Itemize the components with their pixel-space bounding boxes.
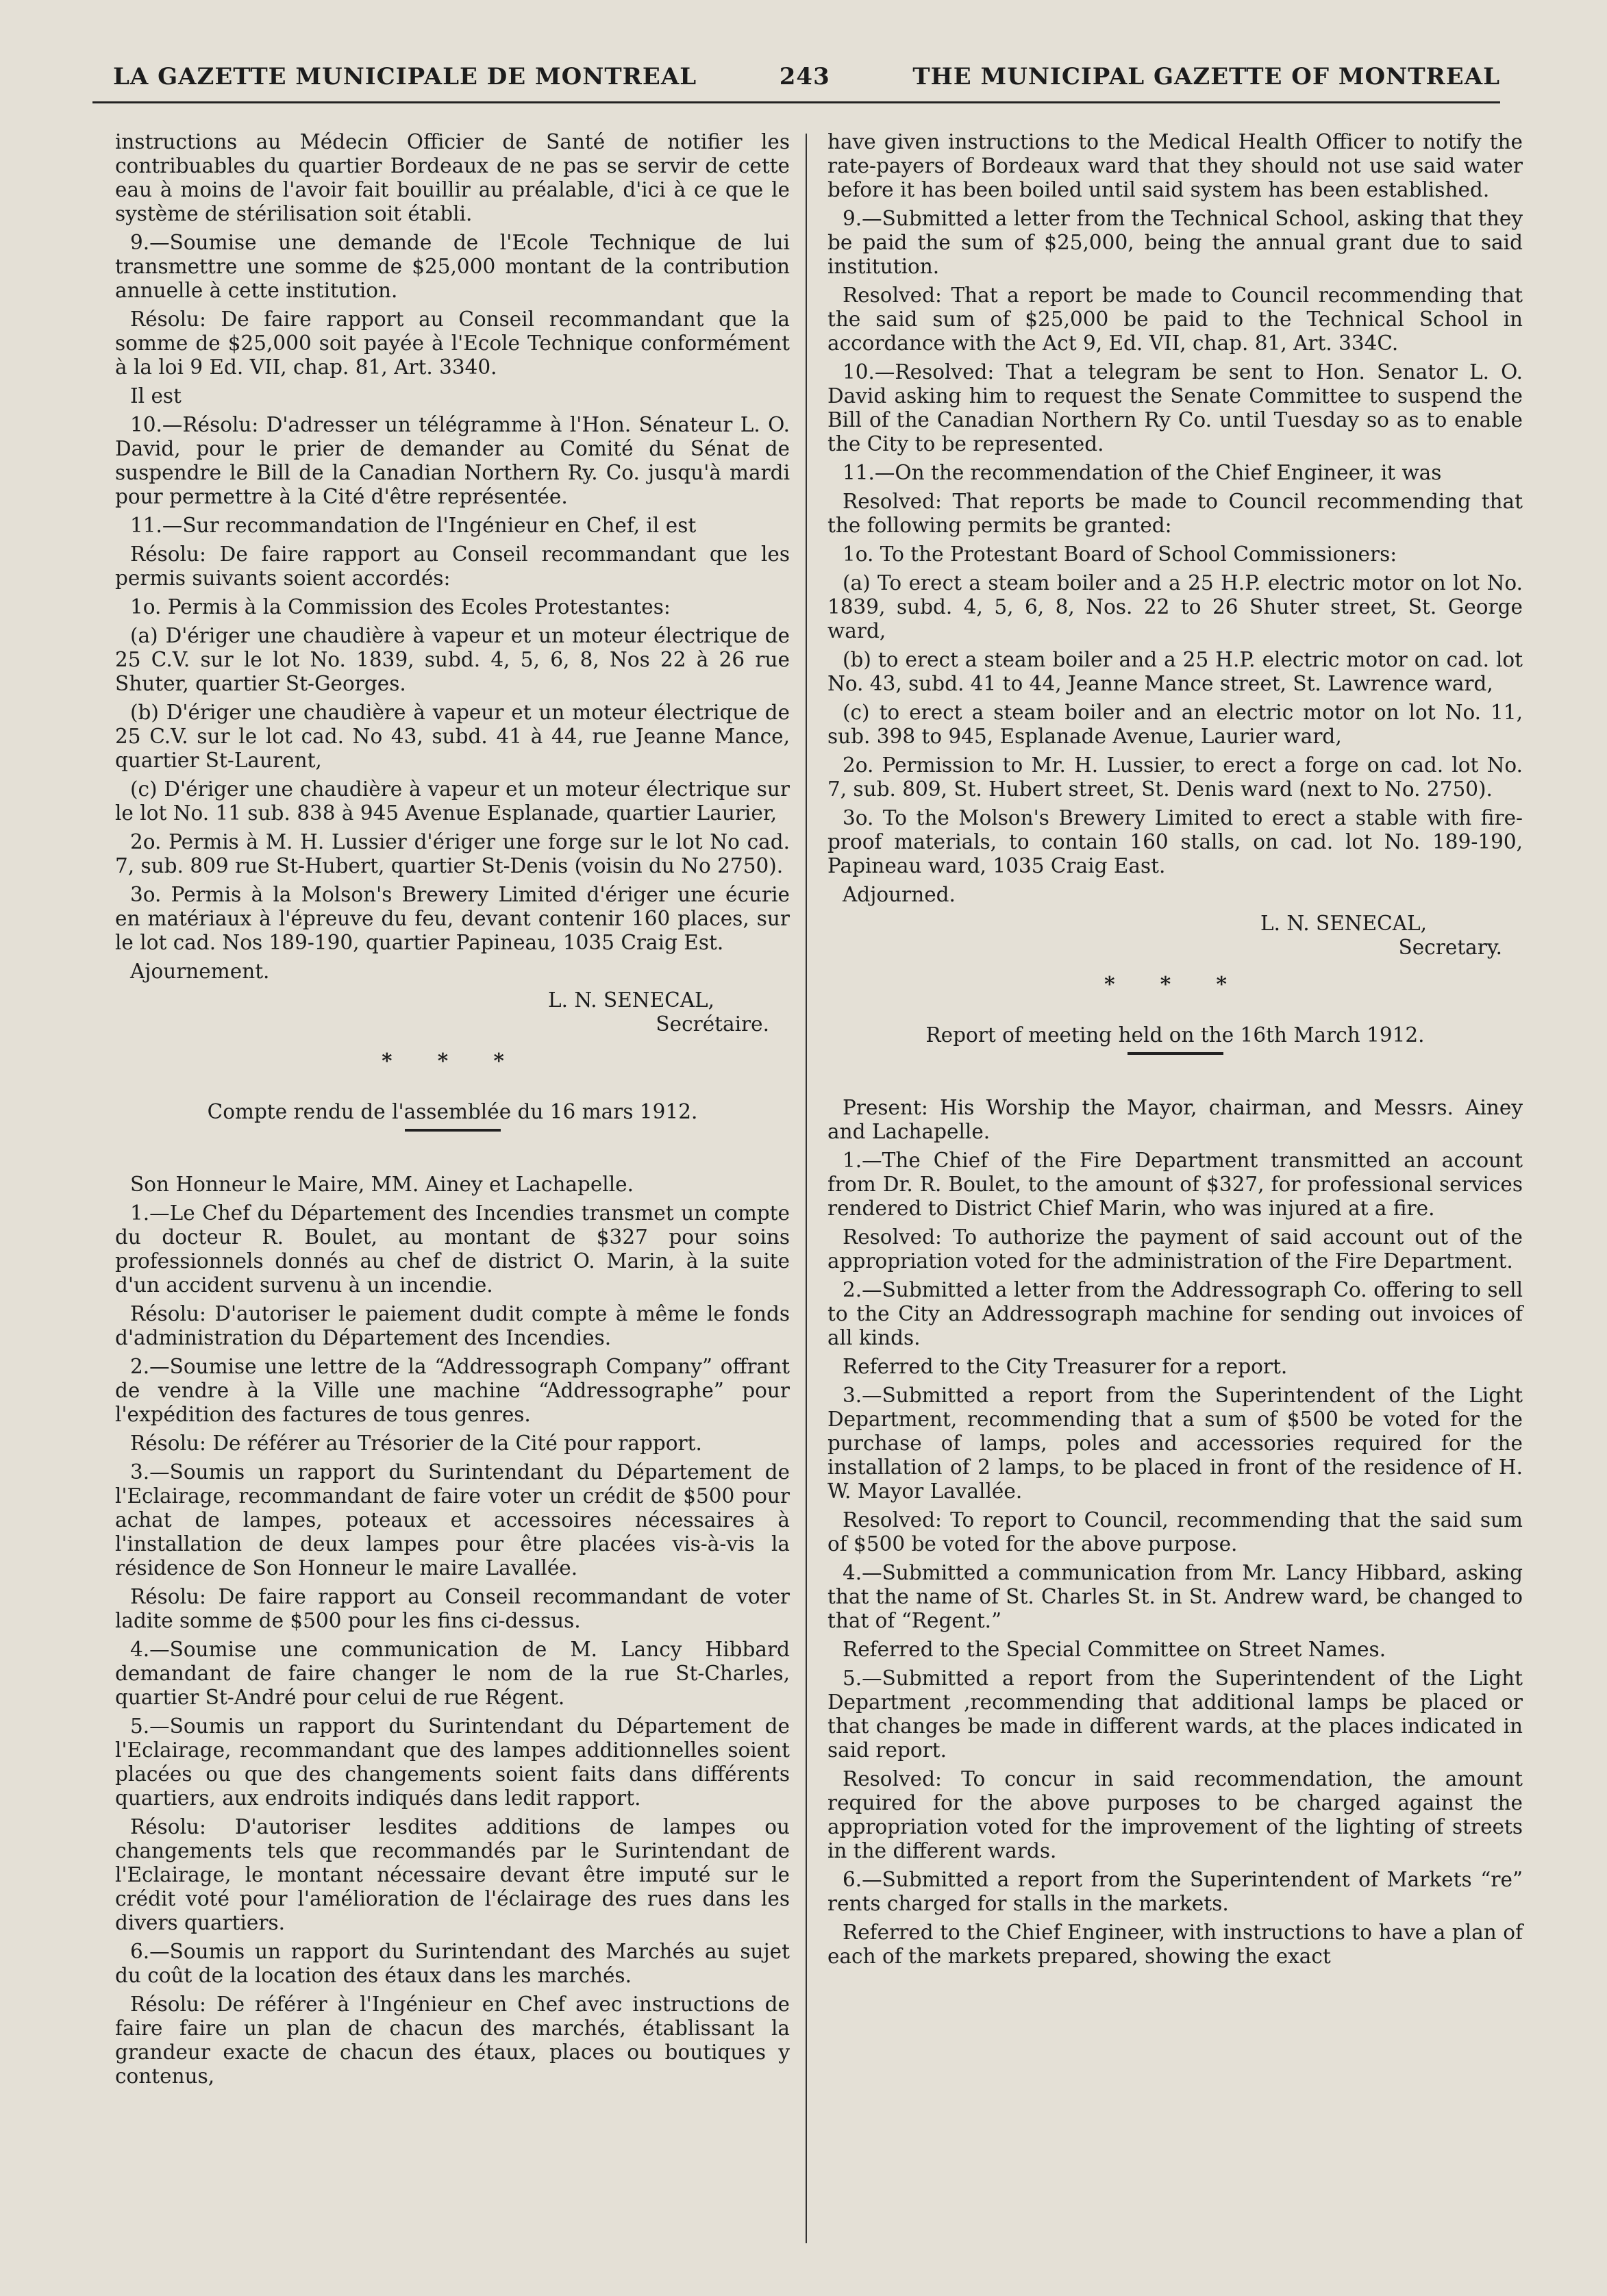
paragraph: Résolu: De faire rapport au Conseil recommandant de voter ladite somme de $500 pour les fins ci-dessus.	[115, 1585, 790, 1632]
english-column	[827, 130, 1523, 1973]
paragraph: Resolved: That a report be made to Council recommending that the said sum of $25,000 be paid to the Technical School in accordance with the Act 9, Ed. VII, chap. 81, Art. 334C.	[827, 284, 1523, 355]
paragraph: 6.—Soumis un rapport du Surintendant des Marchés au sujet du coût de la location des étaux dans les marchés.	[115, 1940, 790, 1987]
paragraph: 1.—The Chief of the Fire Department transmitted an account from Dr. R. Boulet, to the amount of $327, for professional services rendered to District Chief Marin, who was injured at a fire.	[827, 1149, 1523, 1220]
paragraph: Résolu: De référer à l'Ingénieur en Chef avec instructions de faire faire un plan de chacun des marchés, établissant la grandeur exacte de chacun des étaux, places ou boutiques y contenus,	[115, 1993, 790, 2088]
paragraph: 2o. Permis à M. H. Lussier d'ériger une forge sur le lot No cad. 7, sub. 809 rue St-Hubert, quartier St-Denis (voisin du No 2750).	[115, 830, 790, 877]
paragraph: (a) D'ériger une chaudière à vapeur et un moteur électrique de 25 C.V. sur le lot No. 1839, subd. 4, 5, 6, 8, Nos 22 à 26 rue Shuter, quartier St-Georges.	[115, 624, 790, 695]
paragraph: Resolved: That reports be made to Council recommending that the following permits be granted:	[827, 490, 1523, 537]
paragraph: Résolu: De faire rapport au Conseil recommandant que les permis suivants soient accordés:	[115, 542, 790, 590]
paragraph: 3.—Submitted a report from the Superintendent of the Light Department, recommending that a sum of $500 be voted for the purchase of lamps, poles and accessories required for the installation of 2 lamps, to be placed in front of the residence of H. W. Mayor Lavallée.	[827, 1384, 1523, 1503]
paragraph: (c) to erect a steam boiler and an electric motor on lot No. 11, sub. 398 to 945, Esplanade Avenue, Laurier ward,	[827, 701, 1523, 748]
paragraph: 5.—Soumis un rapport du Surintendant du Département de l'Eclairage, recommandant que des lampes additionnelles soient placées ou que des changements soient faits dans différents quartiers, aux endroits indiqués dans ledit rapport.	[115, 1714, 790, 1810]
header-rule	[92, 101, 1500, 103]
paragraph: Résolu: De faire rapport au Conseil recommandant que la somme de $25,000 soit payée à l'Ecole Technique conformément à la loi 9 Ed. VII, chap. 81, Art. 3340.	[115, 308, 790, 379]
paragraph: 4.—Soumise une communication de M. Lancy Hibbard demandant de faire changer le nom de la rue St-Charles, quartier St-André pour celui de rue Régent.	[115, 1638, 790, 1709]
paragraph: 3.—Soumis un rapport du Surintendant du Département de l'Eclairage, recommandant de faire voter un crédit de $500 pour achat de lampes, poteaux et accessoires nécessaires à l'installation de deux lampes pour être placées vis-à-vis la résidence de Son Honneur le maire Lavallée.	[115, 1460, 790, 1580]
adjournment: Adjourned.	[843, 883, 956, 906]
paragraph: Resolved: To concur in said recommendation, the amount required for the above purposes to be charged against the appropriation voted for the improvement of the lighting of streets in the different wards.	[827, 1767, 1523, 1862]
signature-role: Secrétaire.	[656, 1012, 769, 1036]
paragraph: Resolved: To authorize the payment of said account out of the appropriation voted for the administration of the Fire Department.	[827, 1225, 1523, 1273]
paragraph: Present: His Worship the Mayor, chairman, and Messrs. Ainey and Lachapelle.	[827, 1096, 1523, 1143]
page-number: 243	[779, 63, 830, 90]
paragraph: Referred to the Chief Engineer, with instructions to have a plan of each of the markets prepared, showing the exact	[827, 1921, 1523, 1968]
paragraph: Resolved: To report to Council, recommending that the said sum of $500 be voted for the above purpose.	[827, 1508, 1523, 1556]
paragraph: Résolu: D'autoriser le paiement dudit compte à même le fonds d'administration du Département des Incendies.	[115, 1302, 790, 1349]
paragraph: 9.—Submitted a letter from the Technical School, asking that they be paid the sum of $25,000, being the annual grant due to said institution.	[827, 207, 1523, 278]
paragraph: have given instructions to the Medical Health Officer to notify the rate-payers of Bordeaux ward that they should not use said water before it has been boiled until said system has been established.	[827, 130, 1523, 201]
paragraph: 11.—Sur recommandation de l'Ingénieur en Chef, il est	[130, 514, 697, 537]
paragraph: 10.—Resolved: That a telegram be sent to Hon. Senator L. O. David asking him to request the Senate Committee to suspend the Bill of the Canadian Northern Ry Co. until Tuesday so as to enable the City to be represented.	[827, 360, 1523, 456]
paragraph: 2.—Soumise une lettre de la “Addressograph Company” offrant de vendre à la Ville une machine “Addressographe” pour l'expédition des factures de tous genres.	[115, 1355, 790, 1426]
paragraph: Referred to the Special Committee on Street Names.	[843, 1638, 1386, 1661]
report-title: Compte rendu de l'assemblée du 16 mars 1912.	[207, 1100, 698, 1123]
paragraph: 2o. Permission to Mr. H. Lussier, to erect a forge on cad. lot No. 7, sub. 809, St. Hubert street, St. Denis ward (next to No. 2750).	[827, 753, 1523, 801]
report-title: Report of meeting held on the 16th March 1912.	[925, 1023, 1425, 1047]
header-english-title: THE MUNICIPAL GAZETTE OF MONTREAL	[912, 63, 1500, 90]
signature-role: Secretary.	[1398, 936, 1502, 959]
paragraph: 6.—Submitted a report from the Superintendent of Markets “re” rents charged for stalls in the markets.	[827, 1868, 1523, 1915]
paragraph: 3o. To the Molson's Brewery Limited to erect a stable with fire-proof materials, to contain 160 stalls, on cad. lot No. 189-190, Papineau ward, 1035 Craig East.	[827, 806, 1523, 877]
paragraph: Il est	[130, 384, 182, 408]
french-column	[115, 130, 790, 2093]
header-french-title: LA GAZETTE MUNICIPALE DE MONTREAL	[113, 63, 697, 90]
paragraph: 9.—Soumise une demande de l'Ecole Technique de lui transmettre une somme de $25,000 montant de la contribution annuelle à cette institution.	[115, 231, 790, 302]
adjournment: Ajournement.	[130, 960, 270, 983]
paragraph: 11.—On the recommendation of the Chief Engineer, it was	[843, 461, 1442, 484]
paragraph: 5.—Submitted a report from the Superintendent of the Light Department ,recommending that additional lamps be placed or that changes be made in different wards, at the places indicated in said report.	[827, 1667, 1523, 1762]
paragraph: (a) To erect a steam boiler and a 25 H.P. electric motor on lot No. 1839, subd. 4, 5, 6, 8, Nos. 22 to 26 Shuter street, St. George ward,	[827, 571, 1523, 642]
signature-name: L. N. SENECAL,	[1260, 912, 1427, 935]
paragraph: 3o. Permis à la Molson's Brewery Limited d'ériger une écurie en matériaux à l'épreuve du feu, devant contenir 160 places, sur le lot cad. Nos 189-190, quartier Papineau, 1035 Craig Est.	[115, 883, 790, 954]
short-rule	[405, 1129, 501, 1132]
paragraph: (b) to erect a steam boiler and a 25 H.P. electric motor on cad. lot No. 43, subd. 41 to 44, Jeanne Mance street, St. Lawrence ward,	[827, 648, 1523, 695]
paragraph: Résolu: D'autoriser lesdites additions de lampes ou changements tels que recommandés par le Surintendant de l'Eclairage, le montant nécessaire devant être imputé sur le crédit voté pour l'amélioration de l'éclairage des rues dans les divers quartiers.	[115, 1815, 790, 1934]
paragraph: (b) D'ériger une chaudière à vapeur et un moteur électrique de 25 C.V. sur le lot cad. No 43, subd. 41 à 44, rue Jeanne Mance, quartier St-Laurent,	[115, 701, 790, 772]
paragraph: 1o. To the Protestant Board of School Commissioners:	[843, 542, 1397, 566]
signature-name: L. N. SENECAL,	[548, 988, 714, 1012]
section-separator-stars: * * *	[382, 1049, 523, 1073]
paragraph: Son Honneur le Maire, MM. Ainey et Lachapelle.	[130, 1173, 634, 1196]
paragraph: 1.—Le Chef du Département des Incendies transmet un compte du docteur R. Boulet, au montant de $327 pour soins professionnels donnés au chef de district O. Marin, à la suite d'un accident survenu à un incendie.	[115, 1201, 790, 1297]
paragraph: 4.—Submitted a communication from Mr. Lancy Hibbard, asking that the name of St. Charles St. in St. Andrew ward, be changed to that of “Regent.”	[827, 1561, 1523, 1632]
column-divider	[806, 134, 807, 2243]
page-header	[113, 63, 1500, 90]
paragraph: 2.—Submitted a letter from the Addressograph Co. offering to sell to the City an Addressograph machine for sending out invoices of all kinds.	[827, 1278, 1523, 1349]
paragraph: (c) D'ériger une chaudière à vapeur et un moteur électrique sur le lot No. 11 sub. 838 à 945 Avenue Esplanade, quartier Laurier,	[115, 777, 790, 825]
section-separator-stars: * * *	[1104, 972, 1246, 996]
paragraph: instructions au Médecin Officier de Santé de notifier les contribuables du quartier Bordeaux de ne pas se servir de cette eau à moins de l'avoir fait bouillir au préalable, d'ici à ce que le système de stérilisation soit établi.	[115, 130, 790, 225]
paragraph: Résolu: De référer au Trésorier de la Cité pour rapport.	[130, 1432, 702, 1455]
paragraph: 10.—Résolu: D'adresser un télégramme à l'Hon. Sénateur L. O. David, pour le prier de demander au Comité du Sénat de suspendre le Bill de la Canadian Northern Ry. Co. jusqu'à mardi pour permettre à la Cité d'être représentée.	[115, 413, 790, 508]
paragraph: 1o. Permis à la Commission des Ecoles Protestantes:	[130, 595, 671, 619]
paragraph: Referred to the City Treasurer for a report.	[843, 1355, 1288, 1378]
short-rule	[1128, 1052, 1223, 1055]
